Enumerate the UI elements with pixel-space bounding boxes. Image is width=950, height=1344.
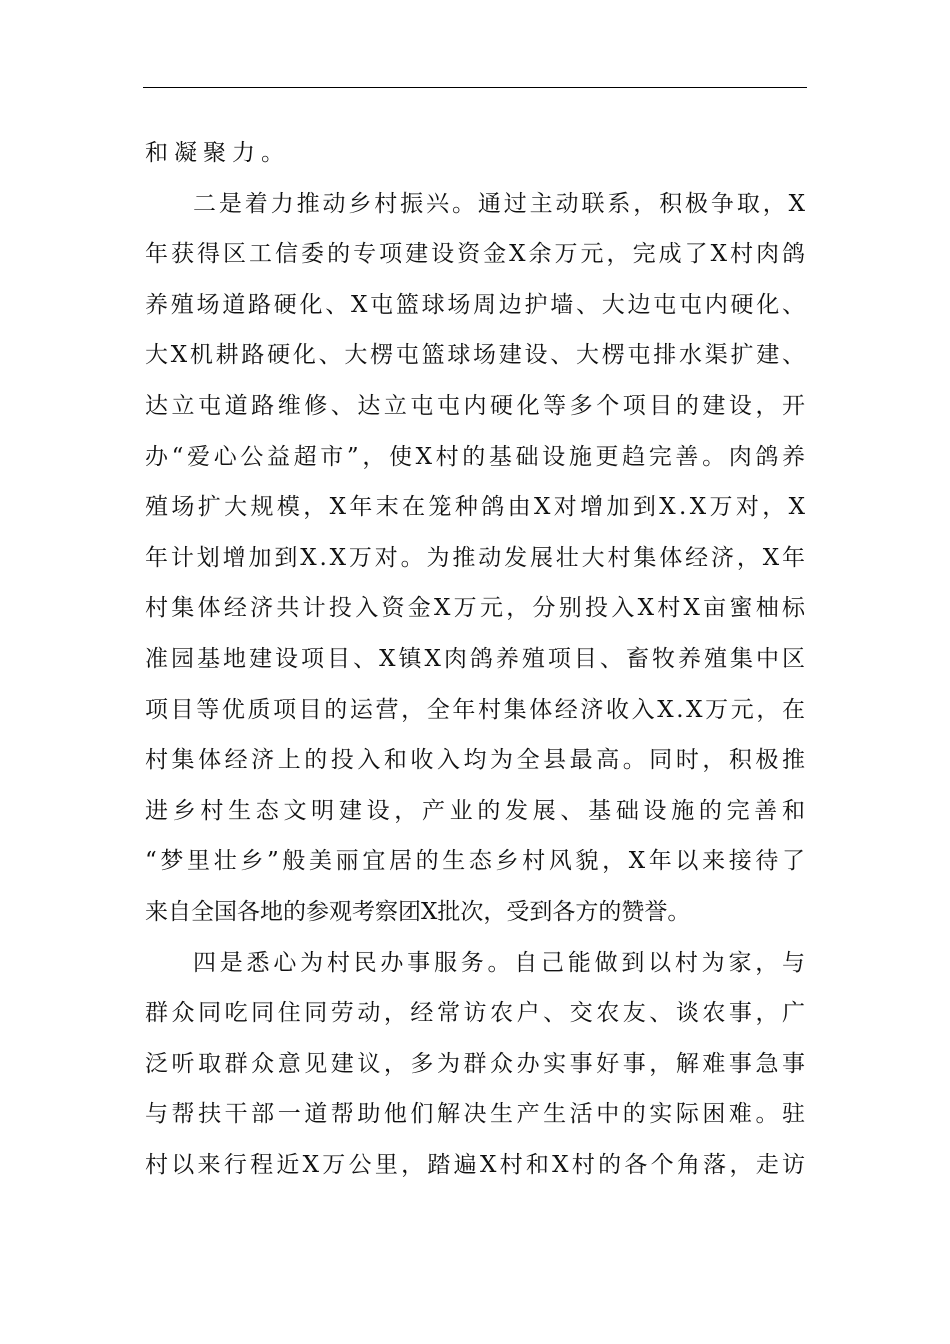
text-line: 大X机耕路硬化、大楞屯篮球场建设、大楞屯排水渠扩建、 (145, 342, 808, 368)
text-line: 泛听取群众意见建议，多为群众办实事好事，解难事急事 (145, 1051, 809, 1077)
text-line: 年计划增加到X.X万对。为推动发展壮大村集体经济，X年 (145, 545, 808, 571)
paragraph-first-line: 二是着力推动乡村振兴。通过主动联系，积极争取，X (193, 191, 808, 217)
text-line: 群众同吃同住同劳动，经常访农户、交农友、谈农事，广 (145, 1000, 809, 1026)
paragraph-first-line: 四是悉心为村民办事服务。自己能做到以村为家，与 (193, 950, 809, 976)
text-line: 村集体经济上的投入和收入均为全县最高。同时，积极推 (145, 747, 809, 773)
header-divider (143, 87, 807, 88)
text-line: 村以来行程近X万公里，踏遍X村和X村的各个角落，走访 (145, 1152, 809, 1178)
text-line: 准园基地建设项目、X镇X肉鸽养殖项目、畜牧养殖集中区 (145, 646, 809, 672)
text-line: 年获得区工信委的专项建设资金X余万元，完成了X村肉鸽 (145, 241, 809, 267)
text-line: 和凝聚力。 (145, 140, 290, 166)
text-line: “梦里壮乡”般美丽宜居的生态乡村风貌，X年以来接待了 (145, 848, 809, 874)
text-line: 达立屯道路维修、达立屯屯内硬化等多个项目的建设，开 (145, 393, 809, 419)
text-line: 殖场扩大规模，X年末在笼种鸽由X对增加到X.X万对，X (145, 494, 809, 520)
text-line: 养殖场道路硬化、X屯篮球场周边护墙、大边屯屯内硬化、 (145, 292, 808, 318)
text-line: 来自全国各地的参观考察团X批次，受到各方的赞誉。 (145, 899, 691, 925)
text-line: 进乡村生态文明建设，产业的发展、基础设施的完善和 (145, 798, 810, 824)
text-line: 与帮扶干部一道帮助他们解决生产生活中的实际困难。驻 (145, 1101, 809, 1127)
text-line: 办“爱心公益超市”，使X村的基础设施更趋完善。肉鸽养 (145, 444, 809, 470)
text-line: 项目等优质项目的运营，全年村集体经济收入X.X万元，在 (145, 697, 808, 723)
text-line: 村集体经济共计投入资金X万元，分别投入X村X亩蜜柚标 (145, 595, 809, 621)
